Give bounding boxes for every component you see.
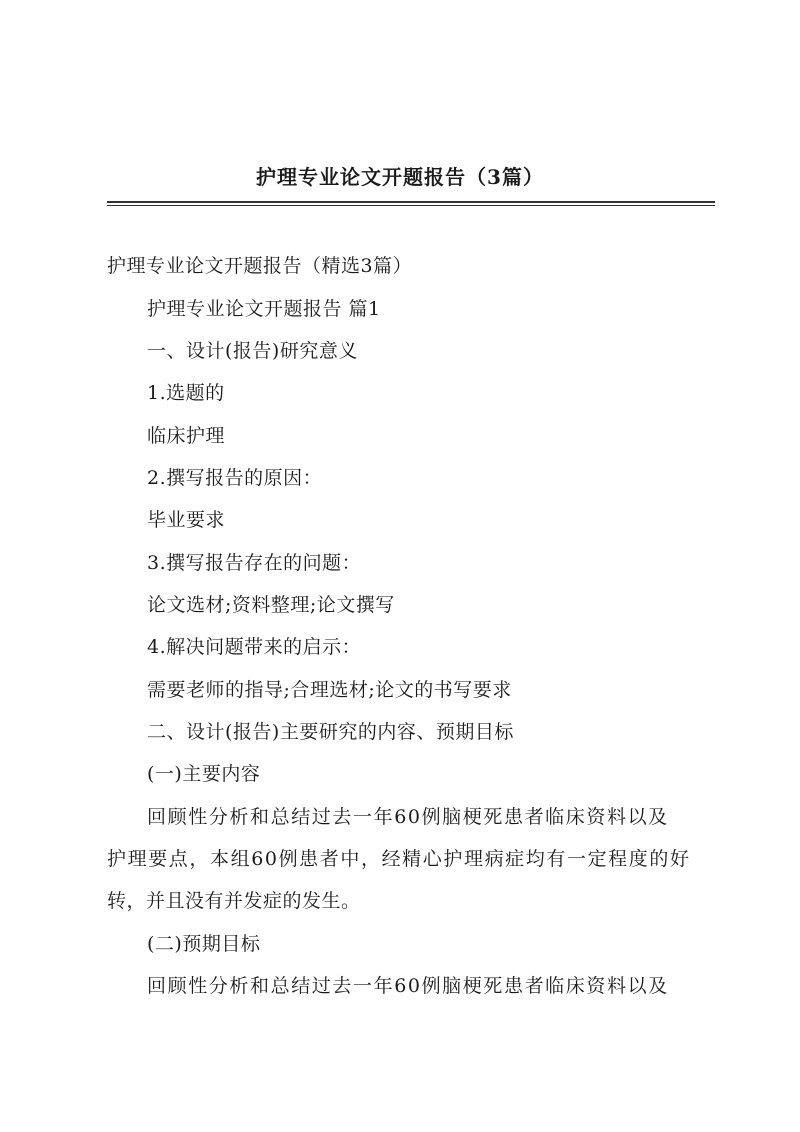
body-line: (一)主要内容 <box>147 763 261 785</box>
body-line: 二、设计(报告)主要研究的内容、预期目标 <box>147 721 514 743</box>
body-line: 1.选题的 <box>147 382 225 404</box>
body-line: 2.撰写报告的原因： <box>147 467 323 489</box>
title-rule-thin <box>107 205 715 206</box>
body-line: 一、设计(报告)研究意义 <box>147 340 358 362</box>
body-line: 需要老师的指导;合理选材;论文的书写要求 <box>147 679 512 701</box>
document-title: 护理专业论文开题报告（3篇） <box>256 165 544 189</box>
body-line: 临床护理 <box>147 425 226 447</box>
body-line: 3.撰写报告存在的问题： <box>147 552 362 574</box>
body-line: 论文选材;资料整理;论文撰写 <box>147 594 395 616</box>
body-line: 护理要点，本组60例患者中，经精心护理病症均有一定程度的好 <box>107 848 691 870</box>
title-rule-thick <box>107 201 715 203</box>
body-line: 回顾性分析和总结过去一年60例脑梗死患者临床资料以及 <box>147 806 669 828</box>
body-line: 护理专业论文开题报告 篇1 <box>147 298 381 320</box>
body-line: 4.解决问题带来的启示： <box>147 636 362 658</box>
body-line: 护理专业论文开题报告（精选3篇） <box>107 255 413 277</box>
body-line: 回顾性分析和总结过去一年60例脑梗死患者临床资料以及 <box>147 975 669 997</box>
body-line: 毕业要求 <box>147 509 226 531</box>
body-line: 转，并且没有并发症的发生。 <box>107 890 361 912</box>
body-line: (二)预期目标 <box>147 933 261 955</box>
